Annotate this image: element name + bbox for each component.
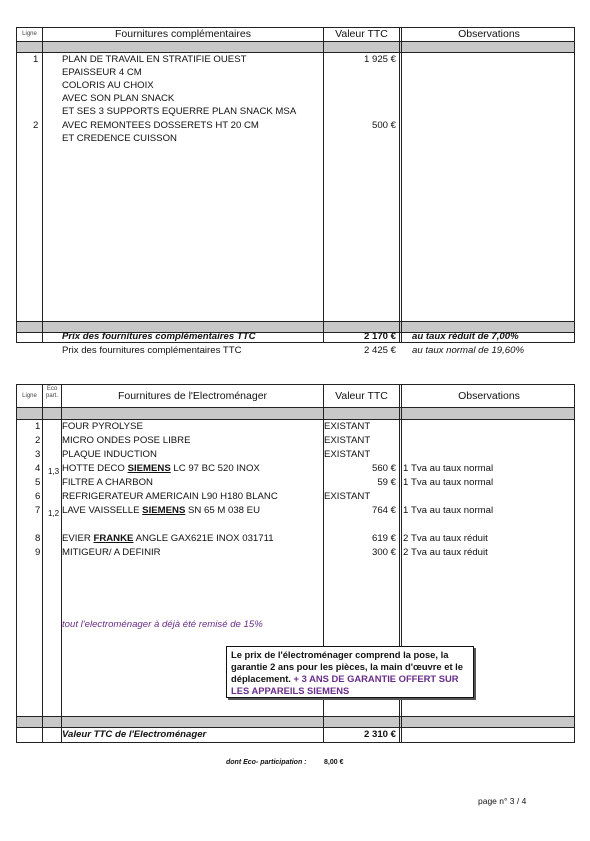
col-header-observations: Observations	[458, 28, 520, 40]
header-band	[17, 41, 574, 52]
line-value: EXISTANT	[324, 449, 371, 460]
appliances-total-value: 2 310 €	[363, 729, 396, 740]
total-normal-note: au taux normal de 19,60%	[412, 345, 525, 356]
line-text: FOUR PYROLYSE	[62, 421, 143, 432]
line-number: 4	[35, 463, 41, 474]
line-text: MICRO ONDES POSE LIBRE	[62, 435, 191, 446]
eco-participation-label: dont Eco- participation :	[226, 759, 307, 766]
brand-siemens: SIEMENS	[142, 505, 186, 516]
total-reduced-value: 2 170 €	[363, 331, 396, 342]
observation: Tva au taux réduit	[411, 533, 488, 544]
line-value: 619 €	[371, 533, 396, 544]
line-number: 9	[35, 547, 41, 558]
line-text: REFRIGERATEUR AMERICAIN L90 H180 BLANC	[62, 491, 278, 502]
line-value: 59 €	[377, 477, 396, 488]
line-text: PLAQUE INDUCTION	[62, 449, 157, 460]
observation: Tva au taux normal	[411, 463, 494, 474]
line-number: 2	[33, 120, 39, 131]
col-header-ligne: Ligne	[22, 31, 37, 37]
eco-ref: 1,3	[48, 467, 60, 476]
observation: Tva au taux normal	[411, 505, 494, 516]
col-header-value: Valeur TTC	[335, 390, 388, 402]
page-number: page n° 3 / 4	[478, 796, 527, 806]
line-number: 2	[35, 435, 41, 446]
line-text: AVEC SON PLAN SNACK	[62, 93, 175, 104]
line-text: COLORIS AU CHOIX	[62, 80, 154, 91]
observation: Tva au taux réduit	[411, 547, 488, 558]
line-value: EXISTANT	[324, 435, 371, 446]
line-text: LAVE VAISSELLE SIEMENS SN 65 M 038 EU	[62, 505, 261, 516]
eco-ref: 1,2	[48, 509, 60, 518]
line-number: 3	[35, 449, 41, 460]
vat-code: 2	[403, 547, 409, 558]
col-header-ligne: Ligne	[22, 393, 37, 399]
line-number: 6	[35, 491, 41, 502]
line-text: FILTRE A CHARBON	[62, 477, 153, 488]
total-normal-value: 2 425 €	[363, 345, 396, 356]
line-value: EXISTANT	[324, 491, 371, 502]
line-value: 1 925 €	[363, 54, 396, 65]
col-header-eco: Eco part.	[45, 386, 58, 399]
line-text: AVEC REMONTEES DOSSERETS HT 20 CM	[62, 120, 259, 131]
vat-code: 1	[403, 477, 409, 488]
header-band	[17, 407, 574, 419]
warranty-text: Le prix de l'électroménager comprend la pose, la garantie 2 ans pour les pièces, la main d'œuvre et le déplacement.	[231, 649, 463, 684]
vat-code: 2	[403, 533, 409, 544]
line-text: ET CREDENCE CUISSON	[62, 133, 177, 144]
col-header-observations: Observations	[458, 390, 520, 402]
line-number: 1	[33, 54, 39, 65]
line-text: PLAN DE TRAVAIL EN STRATIFIE OUEST	[62, 54, 247, 65]
appliances-total-label: Valeur TTC de l'Electroménager	[62, 729, 207, 740]
line-value: 500 €	[371, 120, 396, 131]
line-number: 8	[35, 533, 41, 544]
footer-band	[17, 716, 574, 727]
line-text: HOTTE DECO SIEMENS LC 97 BC 520 INOX	[62, 463, 260, 474]
line-value: 560 €	[371, 463, 396, 474]
col-header-title: Fournitures complémentaires	[115, 28, 251, 40]
vat-code: 1	[403, 505, 409, 516]
warranty-info-box	[226, 646, 474, 698]
line-number: 1	[35, 421, 41, 432]
col-header-title: Fournitures de l'Electroménager	[117, 390, 268, 402]
total-reduced-note: au taux réduit de 7,00%	[412, 331, 519, 342]
discount-note: tout l'electroménager à déjà été remisé de 15%	[62, 619, 263, 630]
total-reduced-label: Prix des fournitures complémentaires TTC	[62, 331, 256, 342]
line-number: 5	[35, 477, 41, 488]
line-number: 7	[35, 505, 41, 516]
line-value: EXISTANT	[324, 421, 371, 432]
brand-franke: FRANKE	[93, 533, 134, 544]
line-text: EPAISSEUR 4 CM	[62, 67, 142, 78]
brand-siemens: SIEMENS	[127, 463, 171, 474]
vat-code: 1	[403, 463, 409, 474]
line-text: ET SES 3 SUPPORTS EQUERRE PLAN SNACK MSA	[62, 106, 297, 117]
observation: Tva au taux normal	[411, 477, 494, 488]
line-value: 764 €	[371, 505, 396, 516]
line-text: EVIER FRANKE ANGLE GAX621E INOX 031711	[62, 533, 274, 544]
col-header-value: Valeur TTC	[335, 28, 388, 40]
line-value: 300 €	[371, 547, 396, 558]
total-normal-label: Prix des fournitures complémentaires TTC	[62, 345, 242, 356]
warranty-highlight: + 3 ANS DE GARANTIE OFFERT SUR LES APPAREILS SIEMENS	[231, 673, 459, 696]
eco-participation-value: 8,00 €	[324, 759, 344, 766]
line-text: MITIGEUR/ A DEFINIR	[62, 547, 161, 558]
